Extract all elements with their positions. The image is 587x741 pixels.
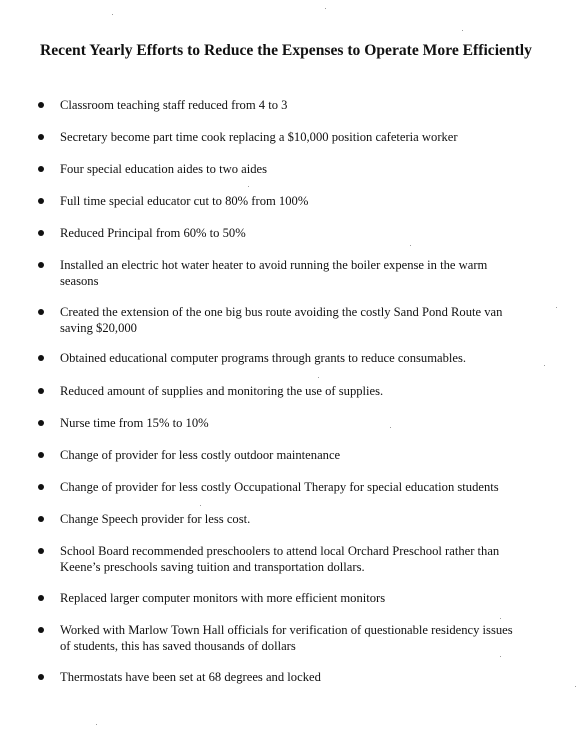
list-item-text: Nurse time from 15% to 10%: [60, 416, 209, 430]
list-item-text: Full time special educator cut to 80% from 100%: [60, 194, 309, 208]
bullet-icon: [38, 198, 44, 204]
bullet-icon: [38, 230, 44, 236]
bullet-icon: [38, 166, 44, 172]
list-item-text: Installed an electric hot water heater to avoid running the boiler expense in the warm seasons: [60, 258, 488, 288]
scan-speck: [390, 427, 391, 428]
list-item-text: Reduced amount of supplies and monitoring the use of supplies.: [60, 384, 384, 398]
bullet-icon: [38, 134, 44, 140]
scan-speck: [96, 724, 97, 725]
list-item-text: Thermostats have been set at 68 degrees and locked: [60, 670, 321, 684]
bullet-icon: [38, 355, 44, 361]
list-item-text: Classroom teaching staff reduced from 4 to 3: [60, 98, 288, 112]
bullet-icon: [38, 516, 44, 522]
list-item-text: Reduced Principal from 60% to 50%: [60, 226, 246, 240]
document-title: Recent Yearly Efforts to Reduce the Expenses to Operate More Efficiently: [40, 42, 532, 59]
list-item-text: Change Speech provider for less cost.: [60, 512, 251, 526]
scan-speck: [556, 307, 557, 308]
scan-speck: [544, 365, 545, 366]
bullet-icon: [38, 484, 44, 490]
scan-speck: [325, 8, 326, 9]
scan-speck: [500, 618, 501, 619]
bullet-icon: [38, 309, 44, 315]
list-item-text: Secretary become part time cook replacing a $10,000 position cafeteria worker: [60, 130, 458, 144]
list-item-text: Replaced larger computer monitors with more efficient monitors: [60, 591, 386, 605]
scan-speck: [500, 656, 501, 657]
bullet-icon: [38, 548, 44, 554]
bullet-icon: [38, 627, 44, 633]
list-item-text: Four special education aides to two aides: [60, 162, 268, 176]
bullet-icon: [38, 102, 44, 108]
scan-speck: [112, 14, 113, 15]
scan-speck: [248, 186, 249, 187]
scan-speck: [410, 245, 411, 246]
list-item-text: School Board recommended preschoolers to attend local Orchard Preschool rather than Keene’s preschools saving tuition and transportation dollars.: [60, 544, 500, 574]
scan-speck: [575, 686, 576, 687]
scan-speck: [200, 505, 201, 506]
list-item-text: Change of provider for less costly Occupational Therapy for special education students: [60, 480, 499, 494]
list-item-text: Obtained educational computer programs through grants to reduce consumables.: [60, 351, 467, 365]
list-item-text: Worked with Marlow Town Hall officials for verification of questionable residency issues of students, this has saved thousands of dollars: [60, 623, 513, 653]
scan-speck: [318, 377, 319, 378]
bullet-icon: [38, 420, 44, 426]
bullet-icon: [38, 674, 44, 680]
scan-speck: [462, 30, 463, 31]
list-item-text: Created the extension of the one big bus route avoiding the costly Sand Pond Route van saving $20,000: [60, 305, 503, 335]
bullet-icon: [38, 262, 44, 268]
list-item-text: Change of provider for less costly outdoor maintenance: [60, 448, 341, 462]
bullet-icon: [38, 595, 44, 601]
bullet-icon: [38, 452, 44, 458]
bullet-icon: [38, 388, 44, 394]
